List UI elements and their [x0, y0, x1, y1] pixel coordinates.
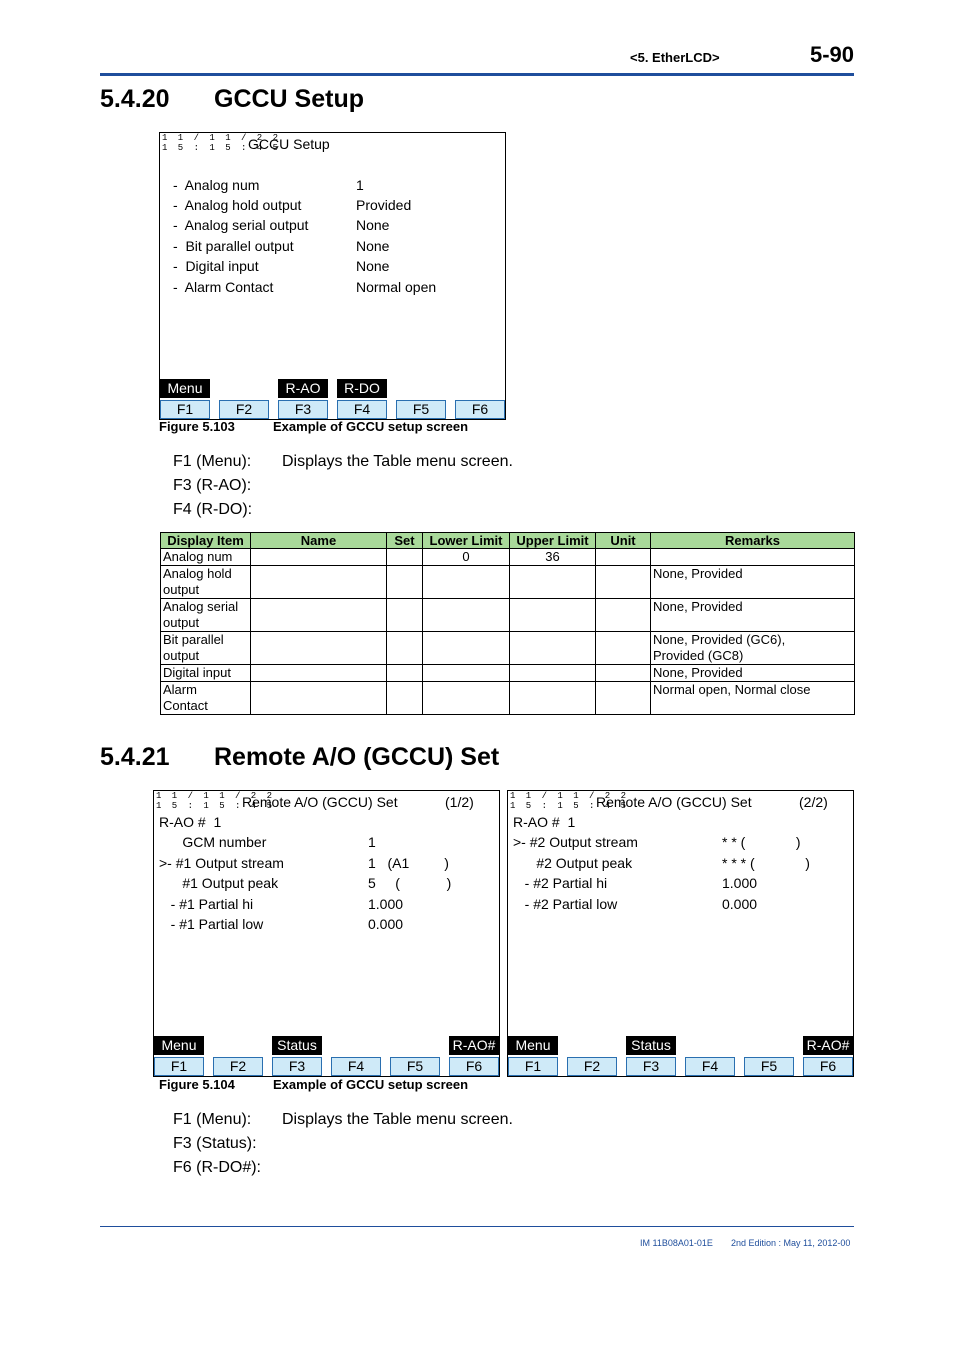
setting-value: 1.000 [722, 875, 758, 891]
setting-value: 5 ( ) [368, 875, 452, 891]
setting-value: 1 [356, 177, 364, 193]
softkey-menu[interactable]: Menu [160, 379, 210, 398]
screen-title: GCCU Setup [248, 136, 330, 152]
fkey-f6[interactable]: F6 [455, 400, 505, 419]
table-cell [251, 632, 387, 665]
softkey-menu[interactable]: Menu [154, 1036, 204, 1055]
column-header: Unit [596, 533, 651, 549]
fkey-f5[interactable]: F5 [390, 1057, 440, 1076]
section-number: 5.4.20 [100, 85, 170, 113]
setting-label[interactable]: - Digital input [173, 258, 259, 274]
screen-title: Remote A/O (GCCU) Set [596, 794, 752, 810]
table-cell [387, 549, 423, 566]
fkey-f4[interactable]: F4 [331, 1057, 381, 1076]
table-cell [387, 566, 423, 599]
softkey-status[interactable]: Status [272, 1036, 322, 1055]
column-header: Name [251, 533, 387, 549]
table-row [161, 682, 855, 715]
fkey-f3[interactable]: F3 [278, 400, 328, 419]
softkey-r-ao-num[interactable]: R-AO# [449, 1036, 499, 1055]
edition-info: 2nd Edition : May 11, 2012-00 [731, 1238, 851, 1248]
figure-caption: Example of GCCU setup screen [273, 1077, 469, 1092]
setting-value: 1 [368, 834, 376, 850]
setting-value: 1 (A1 ) [368, 855, 449, 871]
table-cell [423, 665, 510, 682]
table-cell [510, 682, 596, 715]
setting-label[interactable]: - Bit parallel output [173, 238, 294, 254]
section-title: Remote A/O (GCCU) Set [214, 743, 500, 771]
table-cell: Digital input [161, 665, 251, 682]
table-cell [387, 665, 423, 682]
desc-key: F3 (Status): [173, 1135, 257, 1152]
screen-time: 1 5 : 1 5 : 4 5 [162, 143, 281, 153]
setting-label[interactable]: >- #2 Output stream [513, 834, 638, 850]
table-row [161, 566, 855, 599]
table-cell [651, 549, 855, 566]
fkey-f3[interactable]: F3 [272, 1057, 322, 1076]
setting-value: None [356, 238, 390, 254]
screen-date: 1 1 / 1 1 / 2 2 [162, 133, 281, 143]
setting-value: 0.000 [722, 896, 758, 912]
screen-title: Remote A/O (GCCU) Set [242, 794, 398, 810]
fkey-f4[interactable]: F4 [685, 1057, 735, 1076]
fkey-f2[interactable]: F2 [567, 1057, 617, 1076]
setting-label[interactable]: GCM number [159, 834, 267, 850]
table-cell [387, 599, 423, 632]
figure-caption: Example of GCCU setup screen [273, 419, 469, 434]
desc-key: F6 (R-DO#): [173, 1159, 261, 1176]
column-header: Lower Limit [423, 533, 510, 549]
table-cell [510, 599, 596, 632]
header-rule [100, 73, 854, 76]
fkey-f2[interactable]: F2 [219, 400, 269, 419]
setting-label[interactable]: - Analog hold output [173, 197, 302, 213]
remote-ao-screen-page1 [153, 790, 500, 1077]
setting-label[interactable]: - #1 Partial low [159, 916, 264, 932]
setting-label[interactable]: - Analog num [173, 177, 260, 193]
desc-key: F1 (Menu): [173, 1111, 252, 1128]
table-cell [596, 566, 651, 599]
table-cell [596, 632, 651, 665]
setting-value: Provided [356, 197, 412, 213]
setting-value: None [356, 258, 390, 274]
softkey-r-ao-num[interactable]: R-AO# [803, 1036, 853, 1055]
fkey-f5[interactable]: F5 [744, 1057, 794, 1076]
fkey-f3[interactable]: F3 [626, 1057, 676, 1076]
gccu-setup-screen [159, 132, 506, 420]
table-cell [387, 632, 423, 665]
setting-label[interactable]: #2 Output peak [513, 855, 633, 871]
setting-value: Normal open [356, 279, 437, 295]
footer-rule [100, 1226, 854, 1227]
page-number: 5-90 [810, 42, 855, 67]
screen-time: 1 5 : 1 5 : 4 5 [156, 801, 275, 811]
table-cell [596, 599, 651, 632]
table-header-row [161, 533, 855, 549]
column-header: Display Item [161, 533, 251, 549]
table-cell: None, Provided [651, 566, 855, 599]
table-cell [387, 682, 423, 715]
column-header: Upper Limit [510, 533, 596, 549]
table-cell: Analog hold output [161, 566, 251, 599]
figure-label: Figure 5.104 [159, 1077, 235, 1092]
fkey-f4[interactable]: F4 [337, 400, 387, 419]
r-ao-number: R-AO # 1 [159, 814, 222, 830]
desc-text: Displays the Table menu screen. [282, 1111, 513, 1128]
setting-label[interactable]: - Alarm Contact [173, 279, 274, 295]
table-cell [251, 682, 387, 715]
screen-date: 1 1 / 1 1 / 2 2 [510, 791, 629, 801]
softkey-menu[interactable]: Menu [508, 1036, 558, 1055]
desc-key: F3 (R-AO): [173, 477, 252, 494]
column-header: Set [387, 533, 423, 549]
table-cell [251, 665, 387, 682]
setting-label[interactable]: #1 Output peak [159, 875, 279, 891]
table-row [161, 549, 855, 566]
fkey-f5[interactable]: F5 [396, 400, 446, 419]
table-cell [596, 549, 651, 566]
section-heading-remote-ao [100, 743, 499, 772]
section-heading-gccu-setup [100, 85, 364, 114]
table-cell [510, 632, 596, 665]
document-number: IM 11B08A01-01E [640, 1238, 713, 1248]
table-cell [251, 566, 387, 599]
section-number: 5.4.21 [100, 743, 170, 771]
table-cell: None, Provided (GC6), Provided (GC8) [651, 632, 855, 665]
table-cell [251, 599, 387, 632]
fkey-f1[interactable]: F1 [508, 1057, 558, 1076]
setting-label[interactable]: - #2 Partial low [513, 896, 618, 912]
table-cell [423, 599, 510, 632]
softkey-r-do[interactable]: R-DO [337, 379, 387, 398]
r-ao-number: R-AO # 1 [513, 814, 576, 830]
table-cell: None, Provided [651, 599, 855, 632]
setting-value: * * ( ) [722, 834, 801, 850]
softkey-status[interactable]: Status [626, 1036, 676, 1055]
table-cell [596, 682, 651, 715]
setting-value: * * * ( ) [722, 855, 810, 871]
setting-label[interactable]: - #1 Partial hi [159, 896, 254, 912]
fkey-f6[interactable]: F6 [449, 1057, 499, 1076]
desc-text: Displays the Table menu screen. [282, 453, 513, 470]
desc-key: F4 (R-DO): [173, 501, 253, 518]
fkey-f6[interactable]: F6 [803, 1057, 853, 1076]
table-cell: 36 [510, 549, 596, 566]
table-cell [423, 632, 510, 665]
desc-key: F1 (Menu): [173, 453, 252, 470]
table-cell: None, Provided [651, 665, 855, 682]
header-section: <5. EtherLCD> [630, 50, 720, 65]
section-title: GCCU Setup [214, 85, 364, 113]
softkey-r-ao[interactable]: R-AO [278, 379, 328, 398]
setting-label[interactable]: >- #1 Output stream [159, 855, 284, 871]
remote-ao-screen-page2 [507, 790, 854, 1077]
setting-value: 0.000 [368, 916, 404, 932]
setting-value: None [356, 217, 390, 233]
table-cell [423, 682, 510, 715]
table-cell: Analog num [161, 549, 251, 566]
setting-label[interactable]: - #2 Partial hi [513, 875, 608, 891]
figure-label: Figure 5.103 [159, 419, 235, 434]
table-cell: Alarm Contact [161, 682, 251, 715]
table-cell [510, 566, 596, 599]
table-cell [510, 665, 596, 682]
fkey-f1[interactable]: F1 [160, 400, 210, 419]
setting-value: 1.000 [368, 896, 404, 912]
gccu-setup-table [160, 532, 855, 715]
fkey-f1[interactable]: F1 [154, 1057, 204, 1076]
table-cell: Bit parallel output [161, 632, 251, 665]
fkey-f2[interactable]: F2 [213, 1057, 263, 1076]
screen-date: 1 1 / 1 1 / 2 2 [156, 791, 275, 801]
screen-time: 1 5 : 1 5 : 4 5 [510, 801, 629, 811]
screen-page-indicator: (2/2) [799, 794, 828, 810]
table-row [161, 665, 855, 682]
table-row [161, 599, 855, 632]
table-row [161, 632, 855, 665]
table-cell: Analog serial output [161, 599, 251, 632]
table-cell [596, 665, 651, 682]
table-cell [423, 566, 510, 599]
table-cell [251, 549, 387, 566]
screen-page-indicator: (1/2) [445, 794, 474, 810]
setting-label[interactable]: - Analog serial output [173, 217, 309, 233]
table-cell: Normal open, Normal close [651, 682, 855, 715]
table-cell: 0 [423, 549, 510, 566]
column-header: Remarks [651, 533, 855, 549]
